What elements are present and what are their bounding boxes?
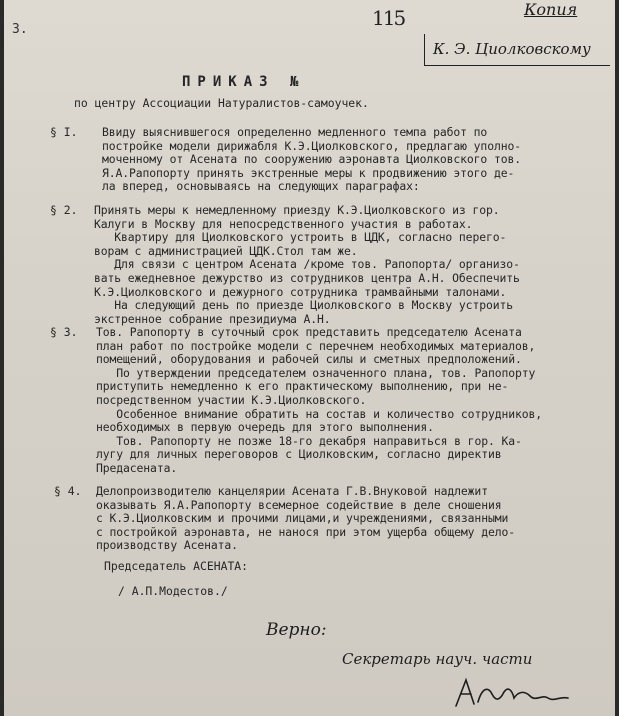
clause-2 xyxy=(4,202,615,326)
clause-number: § I. xyxy=(50,125,78,139)
verification-note: Верно: xyxy=(266,620,327,640)
clause-text: Принять меры к немедленному приезду К.Э.Циолковского из гор. Калуги в Москву для непосредственного участия в работах. Квартиру для Циолковского устроить в ЦДК, согласно перего- ворам с администрацией ЦДК.Стол там же. Для связи с центром Асената /кроме тов. Рапопорта/ организо- вать ежедневное дежурство из сотрудников центра А.Н. Обеспечить К.Э.Циолковского и дежурного сотрудника трамвайными талонами. На следующий день по приезде Циолковского в Москву устроить экстренное собрание президиума А.Н. xyxy=(94,203,520,326)
document-title: ПРИКАЗ № xyxy=(182,74,306,90)
clause-number: § 4. xyxy=(54,484,82,498)
copy-mark: Копия xyxy=(524,0,578,19)
document-subtitle: по центру Ассоциации Натуралистов-самоучек. xyxy=(74,96,369,110)
signatory-title: Председатель АСЕНАТА: xyxy=(104,559,249,573)
clause-number: § 3. xyxy=(50,325,78,339)
page-number: 115 xyxy=(372,6,405,30)
clause-number: § 2. xyxy=(50,203,78,217)
clause-text: Тов. Рапопорту в суточный срок представить председателю Асената план работ по постройке модели с перечнем необходимых материалов, помещений, оборудования и рабочей силы и сметных предположений. По утверждении председателем означенного плана, тов. Рапопорту приступить немедленно к его практическому выполнению, при не- посредственном участии К.Э.Циолковского. Особенное внимание обратить на состав и количество сотрудников, необходимых в первую очередь для этого выполнения. Тов. Рапопорту не позже 18-го декабря направиться в гор. Ка- лугу для личных переговоров с Циолковским, согласно директив Предасената. xyxy=(96,325,543,475)
document-page xyxy=(4,0,615,716)
addressee: К. Э. Циолковскому xyxy=(424,34,610,66)
clause-text: Делопроизводителю канцелярии Асената Г.В.Внуковой надлежит оказывать Я.А.Рапопорту всемерное содействие в деле сношения с К.Э.Циолковским и прочими лицами,и учреждениями, связанными с постройкой аэронавта, не нанося при этом ущерба общему дело- производству Асената. xyxy=(96,484,515,553)
signatory-name: / А.П.Модестов./ xyxy=(118,584,228,598)
clause-1 xyxy=(4,124,615,204)
secretary-title: Секретарь науч. части xyxy=(342,650,533,668)
clause-text: Ввиду выяснившегося определенно медленного темпа работ по постройке модели дирижабля К.Э.Циолковского, предлагаю уполно- моченному от Асената по сооружению аэронавта Циолковского тов. Я.А.Рапопорту принять экстренные меры к продвижению этого де- ла вперед, основываясь на следующих параграфах: xyxy=(102,125,521,194)
clause-4 xyxy=(4,483,615,555)
margin-mark: 3. xyxy=(12,22,28,37)
clause-3 xyxy=(4,324,615,474)
signature-icon xyxy=(452,672,572,712)
